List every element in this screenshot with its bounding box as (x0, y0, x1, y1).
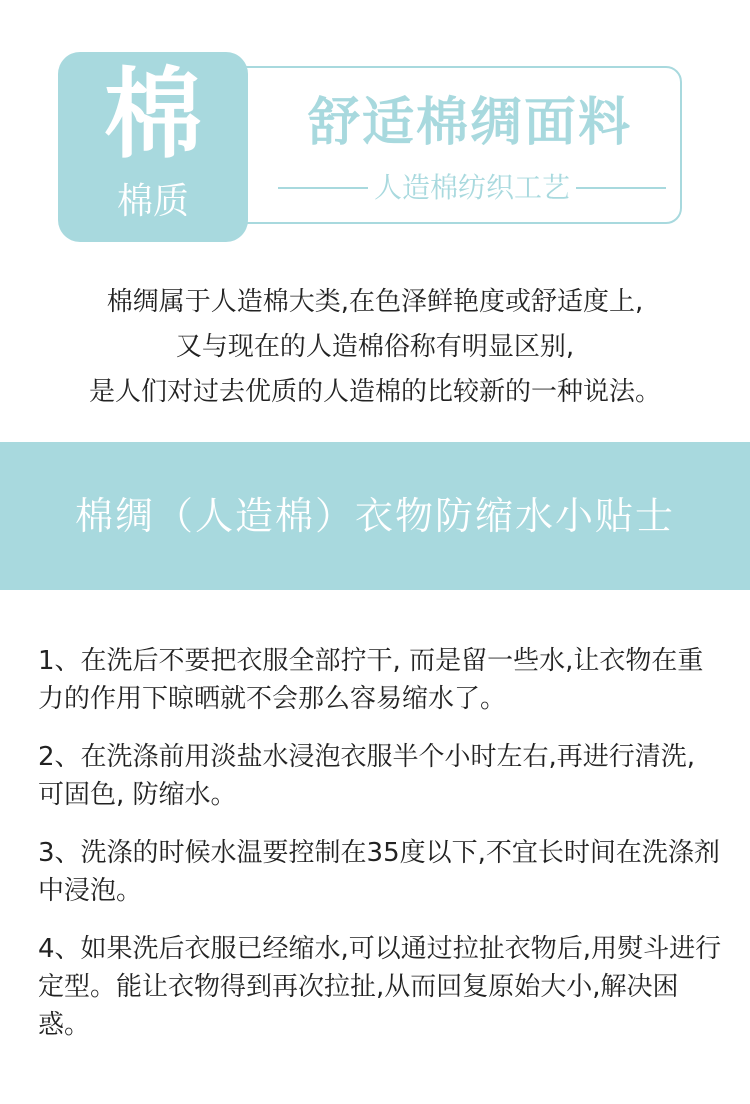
subtitle-right-rule (576, 187, 666, 189)
banner-title: 棉绸（人造棉）衣物防缩水小贴士 (74, 494, 675, 538)
intro-line: 是人们对过去优质的人造棉的比较新的一种说法。 (88, 377, 661, 407)
header-subtitle: 人造棉纺织工艺 (374, 171, 571, 204)
tips-banner (0, 442, 750, 590)
tip-item: 4、如果洗后衣服已经缩水,可以通过拉扯衣物后,用熨斗进行定型。能让衣物得到再次拉扯,从而回复原始大小,解决困惑。 (38, 934, 722, 1040)
badge-label: 棉质 (116, 181, 189, 222)
cotton-badge (58, 52, 248, 242)
subtitle-left-rule (278, 187, 368, 189)
tip-item: 1、在洗后不要把衣服全部拧干, 而是留一些水,让衣物在重力的作用下晾晒就不会那么容易缩水了。 (38, 646, 704, 714)
header-title: 舒适棉绸面料 (307, 93, 632, 153)
intro-line: 又与现在的人造棉俗称有明显区别, (175, 332, 575, 362)
header-subtitle-row (272, 168, 672, 208)
intro-paragraph (30, 280, 720, 415)
tips-list (38, 642, 724, 1064)
tip-item: 3、洗涤的时候水温要控制在35度以下,不宜长时间在洗涤剂中浸泡。 (38, 838, 720, 906)
badge-character: 棉 (103, 58, 202, 172)
intro-line: 棉绸属于人造棉大类,在色泽鲜艳度或舒适度上, (106, 287, 644, 317)
tip-item: 2、在洗涤前用淡盐水浸泡衣服半个小时左右,再进行清洗, 可固色, 防缩水。 (38, 742, 696, 810)
